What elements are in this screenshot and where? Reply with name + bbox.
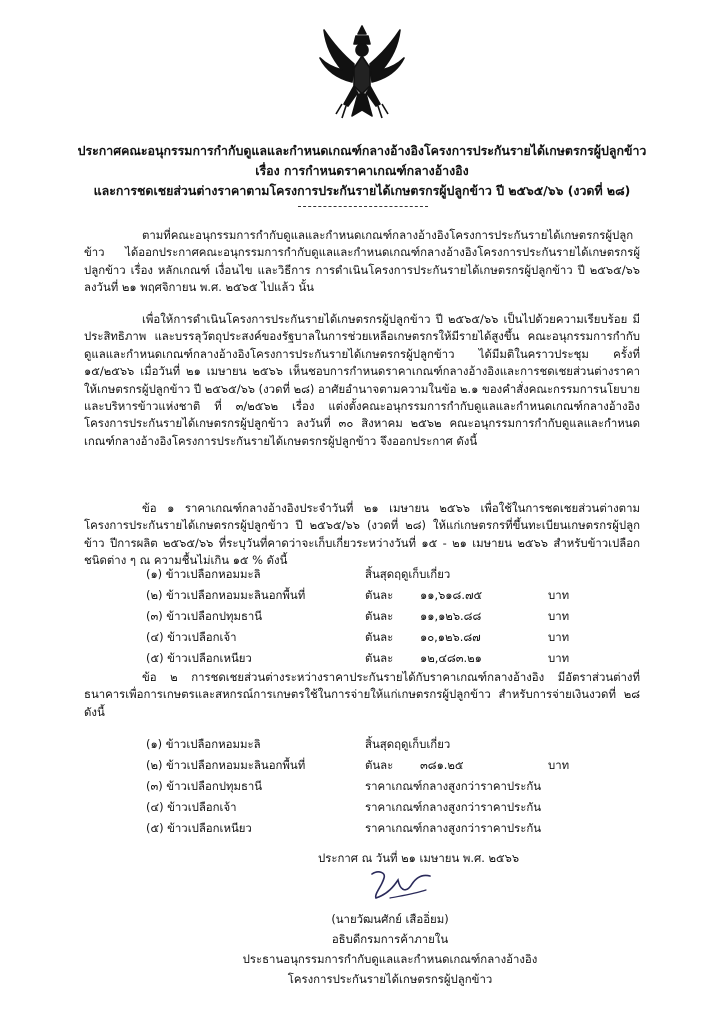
list-item-amount: ๓๘๑.๒๕: [420, 758, 464, 772]
list-item-status: สิ้นสุดฤดูเก็บเกี่ยว: [365, 567, 451, 581]
list-item-status: ราคาเกณฑ์กลางสูงกว่าราคาประกัน: [365, 821, 542, 835]
intro-paragraph: [84, 227, 640, 297]
list-item-currency: บาท: [548, 630, 570, 644]
list-item-name: (๑) ข้าวเปลือกหอมมะลิ: [146, 567, 261, 581]
list-item-name: (๒) ข้าวเปลือกหอมมะลินอกพื้นที่: [146, 758, 306, 772]
list-item-currency: บาท: [548, 651, 570, 665]
list-item-name: (๓) ข้าวเปลือกปทุมธานี: [146, 609, 263, 623]
clause-2-paragraph: [84, 669, 640, 721]
signer-position: อธิบดีกรมการค้าภายใน: [331, 932, 449, 946]
basis-paragraph-text: เพื่อให้การดำเนินโครงการประกันรายได้เกษตรกรผู้ปลูกข้าว ปี ๒๕๖๕/๖๖ เป็นไปด้วยความเรียบร้อย มีประสิทธิภาพ และบรรลุวัตถุประสงค์ของรัฐบาลในการช่วยเหลือเกษตรกรให้มีรายได้สูงขึ้น คณะอนุกรรมการกำกับดูแลและกำหนดเกณฑ์กลางอ้างอิงโครงการประกันรายได้เกษตรกรผู้ปลูกข้าว ได้มีมติในคราวประชุม ครั้งที่ ๑๕/๒๕๖๖ เมื่อวันที่ ๒๑ เมษายน ๒๕๖๖ เห็นชอบการกำหนดราคาเกณฑ์กลางอ้างอิงและการชดเชยส่วนต่างราคาให้เกษตรกรผู้ปลูกข้าว ปี ๒๕๖๕/๖๖ (งวดที่ ๒๘) อาศัยอำนาจตามความในข้อ ๒.๑ ของคำสั่งคณะกรรมการนโยบายและบริหารข้าวแห่งชาติ ที่ ๓/๒๕๖๒ เรื่อง แต่งตั้งคณะอนุกรรมการกำกับดูแลและกำหนดเกณฑ์กลางอ้างอิงโครงการประกันรายได้เกษตรกรผู้ปลูกข้าว ลงวันที่ ๓๐ สิงหาคม ๒๕๖๒ คณะอนุกรรมการกำกับดูแลและกำหนดเกณฑ์กลางอ้างอิงโครงการประกันรายได้เกษตรกรผู้ปลูกข้าว จึงออกประกาศ ดังนี้: [84, 312, 640, 448]
list-item-name: (๔) ข้าวเปลือกเจ้า: [146, 630, 237, 644]
list-item-amount: ๑๒,๔๘๓.๒๑: [420, 651, 482, 665]
announcement-subject: เรื่อง การกำหนดราคาเกณฑ์กลางอ้างอิง: [255, 163, 469, 178]
list-item-name: (๓) ข้าวเปลือกปทุมธานี: [146, 779, 263, 793]
list-item-status: ราคาเกณฑ์กลางสูงกว่าราคาประกัน: [365, 800, 542, 814]
clause-1-paragraph: [84, 500, 640, 570]
title-divider: [298, 206, 428, 207]
list-item-amount: ๑๑,๖๑๘.๗๕: [420, 588, 483, 602]
list-item-name: (๒) ข้าวเปลือกหอมมะลินอกพื้นที่: [146, 588, 306, 602]
list-item-status: ราคาเกณฑ์กลางสูงกว่าราคาประกัน: [365, 779, 542, 793]
signer-chair-title: ประธานอนุกรรมการกำกับดูแลและกำหนดเกณฑ์กลางอ้างอิง: [242, 952, 538, 966]
list-item-unit: ตันละ: [365, 758, 394, 772]
list-item-name: (๔) ข้าวเปลือกเจ้า: [146, 800, 237, 814]
announcement-title: ประกาศคณะอนุกรรมการกำกับดูแลและกำหนดเกณฑ์กลางอ้างอิงโครงการประกันรายได้เกษตรกรผู้ปลูกข้าว: [77, 143, 647, 158]
announcement-date: ประกาศ ณ วันที่ ๒๑ เมษายน พ.ศ. ๒๕๖๖: [318, 851, 520, 865]
list-item-currency: บาท: [548, 609, 570, 623]
list-item-unit: ตันละ: [365, 609, 394, 623]
signer-project: โครงการประกันรายได้เกษตรกรผู้ปลูกข้าว: [287, 972, 493, 986]
list-item-unit: ตันละ: [365, 588, 394, 602]
intro-paragraph-text: ตามที่คณะอนุกรรมการกำกับดูแลและกำหนดเกณฑ์กลางอ้างอิงโครงการประกันรายได้เกษตรกรผู้ปลูกข้าว ได้ออกประกาศคณะอนุกรรมการกำกับดูแลและกำหนดเกณฑ์กลางอ้างอิงโครงการประกันรายได้เกษตรกรผู้ปลูกข้าว เรื่อง หลักเกณฑ์ เงื่อนไข และวิธีการ การดำเนินโครงการประกันรายได้เกษตรกรผู้ปลูกข้าว ปี ๒๕๖๕/๖๖ ลงวันที่ ๒๑ พฤศจิกายน พ.ศ. ๒๕๖๕ ไปแล้ว นั้น: [84, 228, 640, 295]
garuda-emblem-icon: [318, 24, 406, 120]
list-item-status: สิ้นสุดฤดูเก็บเกี่ยว: [365, 737, 451, 751]
clause-2-text: ข้อ ๒ การชดเชยส่วนต่างระหว่างราคาประกันรายได้กับราคาเกณฑ์กลางอ้างอิง มีอัตราส่วนต่างที่ธนาคารเพื่อการเกษตรและสหกรณ์การเกษตรใช้ในการจ่ายให้แก่เกษตรกรผู้ปลูกข้าว สำหรับการจ่ายเงินงวดที่ ๒๘ ดังนี้: [84, 670, 640, 719]
announcement-subject-2: และการชดเชยส่วนต่างราคาตามโครงการประกันรายได้เกษตรกรผู้ปลูกข้าว ปี ๒๕๖๕/๖๖ (งวดที่ ๒๘): [93, 183, 631, 198]
list-item-unit: ตันละ: [365, 651, 394, 665]
list-item-name: (๕) ข้าวเปลือกเหนียว: [146, 821, 252, 835]
list-item-currency: บาท: [548, 758, 570, 772]
list-item-name: (๑) ข้าวเปลือกหอมมะลิ: [146, 737, 261, 751]
clause-1-text: ข้อ ๑ ราคาเกณฑ์กลางอ้างอิงประจำวันที่ ๒๑ เมษายน ๒๕๖๖ เพื่อใช้ในการชดเชยส่วนต่างตามโครงการประกันรายได้เกษตรกรผู้ปลูกข้าว ปี ๒๕๖๕/๖๖ (งวดที่ ๒๘) ให้แก่เกษตรกรที่ขึ้นทะเบียนเกษตรกรผู้ปลูกข้าว ปีการผลิต ๒๕๖๕/๖๖ ที่ระบุวันที่คาดว่าจะเก็บเกี่ยวระหว่างวันที่ ๑๕ - ๒๑ เมษายน ๒๕๖๖ สำหรับข้าวเปลือกชนิดต่าง ๆ ณ ความชื้นไม่เกิน ๑๕ % ดังนี้: [84, 501, 640, 568]
list-item-amount: ๑๑,๑๒๖.๘๘: [420, 609, 482, 623]
handwritten-signature-icon: [364, 864, 440, 904]
list-item-currency: บาท: [548, 588, 570, 602]
signer-name: (นายวัฒนศักย์ เสืออิ่ยม): [331, 912, 449, 926]
list-item-amount: ๑๐,๑๒๖.๘๗: [420, 630, 481, 644]
list-item-name: (๕) ข้าวเปลือกเหนียว: [146, 651, 252, 665]
basis-paragraph: [84, 311, 640, 450]
list-item-unit: ตันละ: [365, 630, 394, 644]
